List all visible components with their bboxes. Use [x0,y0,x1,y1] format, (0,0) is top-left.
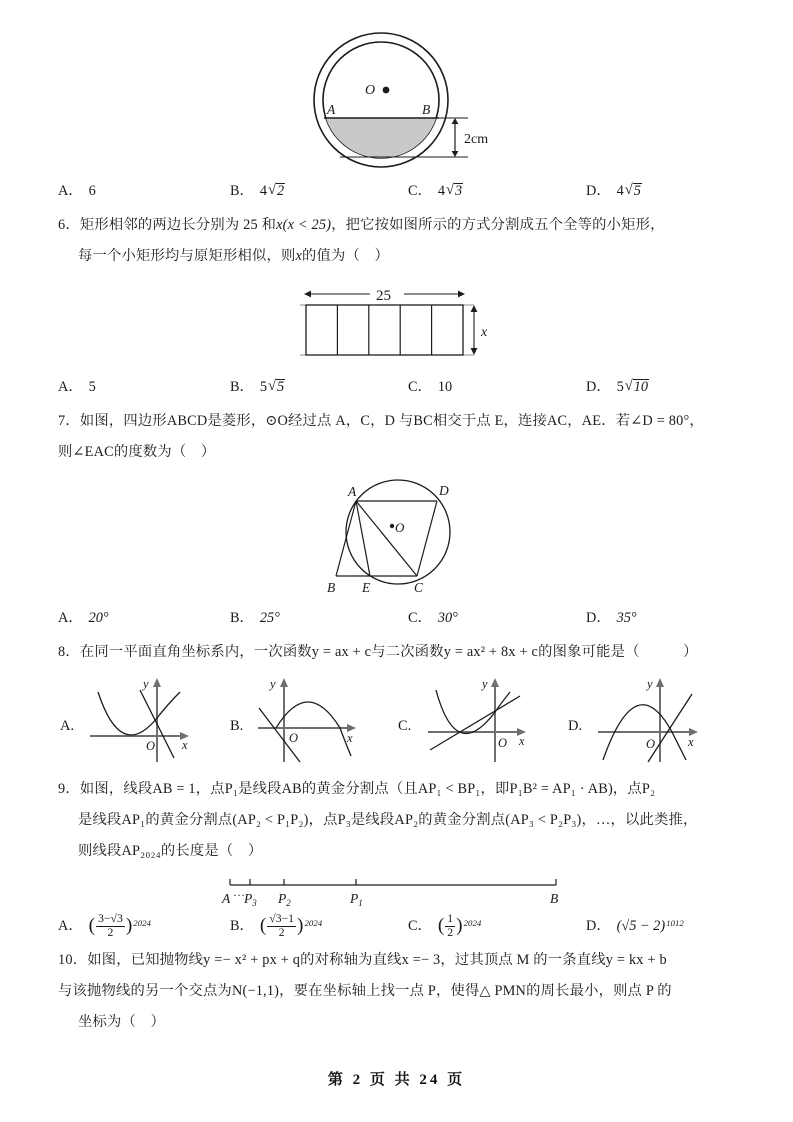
q9-stem [58,774,738,867]
q9-option-b-expr [260,913,321,939]
q7-option-b-label: B． [230,610,254,626]
paren-open: ( [88,915,96,936]
q9-b-exp: 2024 [304,917,323,928]
q9-option-b[interactable] [230,913,408,939]
label-a: A [327,102,336,117]
q5-options-row [58,178,738,204]
q5-option-c[interactable] [408,178,586,204]
center-dot-icon [390,524,394,528]
q6-line1-tail: ，把它按如图所示的方式分割成五个全等的小矩形， [331,217,665,233]
q6-option-d-radical: √ 10 [625,374,649,400]
q5-option-d-coef: 4 [616,183,624,199]
q8-number: 8． [58,644,80,660]
q9-option-c-expr [438,913,480,939]
q8-c-origin: O [498,736,508,750]
q9-a-num: 3−√3 [98,912,123,925]
q6-option-b-radical: √ 5 [268,374,285,400]
q9-line3-text: 则线段AP₂₀₂₄的长度是（ ） [78,843,263,859]
q9-line-3 [58,836,738,867]
q5-option-b[interactable] [230,178,408,204]
q9-options-row [58,913,738,939]
q6-option-b-label: B． [230,379,254,395]
q9-c-num: 1 [447,912,454,925]
q8-stem [58,637,738,668]
q5-option-d[interactable] [586,178,736,204]
q9-option-c-fraction [445,913,455,939]
q7-option-b[interactable] [230,605,408,631]
rhombus-in-circle [298,472,498,597]
label-depth: 2cm [464,132,489,147]
q6-option-a-label: A． [58,379,83,395]
q6-option-d[interactable] [586,374,736,400]
q9-label-p1: $P_1$ [350,891,363,908]
q9-c-den: 2 [447,925,454,939]
q6-option-b-coef: 5 [259,379,267,395]
q5-option-b-coef: 4 [259,183,267,199]
q9-option-a-fraction [96,913,125,939]
label-height: x [481,325,488,340]
label-width: 25 [376,288,391,304]
label-c: C [414,580,424,595]
q10-number: 10． [58,952,88,969]
q9-label-a: A [222,891,231,906]
q9-option-c-label: C． [408,918,432,935]
q9-b-den: 2 [267,926,296,940]
q10-line2-text: 与该抛物线的另一个交点为N(−1,1)，要在坐标轴上找一点 P，使得△ PMN的周长最小，则点 P 的 [58,983,672,1000]
q6-option-a[interactable] [58,374,230,400]
q6-option-c-value: 10 [437,379,453,395]
label-b: B [422,102,431,117]
q7-line-2 [58,437,738,468]
q7-figure-wrapper [58,472,738,597]
q9-label-p3: $P_3$ [244,891,257,908]
q6-line2-tail: 的值为（ ） [302,248,389,264]
q5-option-b-radical: √ 2 [268,178,285,204]
page-footer: 第 2 页 共 24 页 [327,1072,466,1088]
q8-a-axis-y: y [143,677,149,691]
q7-line2-text: 则∠EAC的度数为（ ） [58,444,216,460]
q8-graph-d[interactable] [568,677,698,762]
label-d: D [439,483,449,498]
q7-option-d[interactable] [586,605,736,631]
center-dot-icon [383,87,390,94]
q7-option-a[interactable] [58,605,230,631]
label-a: A [348,484,357,499]
q8-b-axis-x: x [347,731,353,745]
q6-line2-head: 每一个小矩形均与原矩形相似，则 [78,248,296,264]
q5-option-c-label: C． [408,183,432,199]
q9-label-b: B [550,891,559,906]
q8-d-axis-x: x [688,735,694,749]
q6-stem [58,210,738,272]
q8-graph-b[interactable] [230,677,356,762]
q8-b-origin: O [289,731,299,745]
q9-b-num: √3−1 [269,912,295,925]
q9-number: 9． [58,781,80,797]
q5-option-d-radical: √ 5 [625,178,642,204]
q8-c-axis-x: x [519,734,525,748]
q9-option-d[interactable] [586,913,736,939]
q5-option-b-label: B． [230,183,254,199]
q5-option-a-value: 6 [88,183,96,199]
q7-option-b-value: 25° [259,610,280,626]
q8-line1-text: 在同一平面直角坐标系内，一次函数y = ax + c与二次函数y = ax² + 8x + c的图象可能是（ ） [79,644,698,660]
q9-line1-text: 如图，线段AB = 1，点P₁是线段AB的黄金分割点（且AP₁ < BP₁，即P₁B² = AP₁ · AB)，点P₂ [79,781,656,797]
q10-line1-text: 如图，已知抛物线y =− x² + px + q的对称轴为直线x =− 3，过其顶点 M 的一条直线y = kx + b [87,952,667,969]
q9-d-exp: 1012 [666,918,684,929]
q7-option-c-value: 30° [437,610,458,626]
q10-line-3 [58,1007,738,1038]
q6-line-2 [58,241,738,272]
q7-line-1 [58,406,738,437]
q9-option-d-label: D． [586,918,611,935]
q5-option-c-coef: 4 [437,183,445,199]
q6-options-row [58,374,738,400]
q7-option-d-value: 35° [616,610,637,626]
q6-option-d-label: D． [586,379,611,395]
q6-line1-math: x(x < 25) [276,217,332,233]
q5-option-c-radical: √ 3 [446,178,463,204]
page-content [58,24,738,1038]
q8-graph-c[interactable] [398,677,526,762]
q10-stem [58,945,738,1038]
q5-figure-wrapper [58,24,738,174]
q6-line1-text: 矩形相邻的两边长分别为 25 和 [79,217,277,233]
q5-option-a-label: A． [58,183,83,199]
q7-option-a-value: 20° [88,610,109,626]
q6-option-c[interactable] [408,374,586,400]
q8-d-axis-y: y [647,677,653,691]
q6-line2-math: x [295,248,302,264]
q6-option-a-value: 5 [88,379,96,395]
q6-figure-wrapper [58,278,738,370]
q8-figure-wrapper [58,670,738,770]
q7-option-d-label: D． [586,610,611,626]
q9-option-c[interactable] [408,913,586,939]
q9-c-exp: 2024 [463,917,482,928]
q8-c-axis-y: y [482,677,488,691]
q9-d-base: (√5 − 2) [616,918,666,935]
q8-a-axis-x: x [182,738,188,752]
label-o: O [365,83,376,98]
q8-b-axis-y: y [270,677,276,691]
annulus-pipe-cross-section [283,24,513,174]
label-e: E [362,580,371,595]
q9-option-d-expr [617,913,683,939]
q7-option-c-label: C． [408,610,432,626]
q9-a-den: 2 [96,926,125,940]
q7-options-row [58,605,738,631]
q6-option-c-label: C． [408,379,432,395]
q9-a-exp: 2024 [133,917,151,928]
q9-option-a-expr [89,913,150,939]
q9-line-2 [58,805,738,836]
q10-line3-text: 坐标为（ ） [78,1014,165,1031]
q9-dots: ··· [233,888,245,902]
segment-golden-points [208,869,588,911]
q6-line-1 [58,210,738,241]
label-o: O [395,520,405,535]
q7-option-c[interactable] [408,605,586,631]
q8-graph-a-label: A. [60,718,75,734]
divided-rectangle [278,278,518,370]
q6-option-b[interactable] [230,374,408,400]
label-b: B [327,580,336,595]
q9-option-b-label: B． [230,918,254,935]
q6-option-d-coef: 5 [616,379,624,395]
q8-a-origin: O [146,739,156,753]
q9-option-b-fraction [267,913,296,939]
paren-open: ( [437,915,445,936]
paren-close: ) [297,915,304,936]
q9-line-1 [58,774,738,805]
q8-graph-c-label: C. [398,718,412,734]
q10-line-2 [58,976,738,1007]
paren-close: ) [456,915,463,936]
q8-line-1 [58,637,738,668]
q7-option-a-label: A． [58,610,83,626]
q8-graph-b-label: B. [230,718,244,734]
q6-number: 6． [58,217,80,233]
q8-d-origin: O [646,737,656,751]
paren-close: ) [125,915,133,936]
q9-label-p2: $P_2$ [278,891,291,908]
q5-option-d-label: D． [586,183,611,199]
q5-option-a[interactable] [58,178,230,204]
q9-figure-wrapper [58,869,738,911]
q9-option-a-label: A． [58,918,83,935]
q10-line-1 [58,945,738,976]
paren-open: ( [259,915,267,936]
q7-number: 7． [58,413,80,429]
q8-graph-a[interactable] [60,677,189,762]
q8-graph-d-label: D. [568,718,583,734]
q7-line1-text: 如图，四边形ABCD是菱形，⊙O经过点 A，C，D 与BC相交于点 E，连接AC，AE．若∠D = 80°， [79,413,704,429]
parabola-line-graphs [58,670,738,765]
q9-line2-text: 是线段AP₁的黄金分割点(AP₂ < P₁P₂)，点P₃是线段AP₂的黄金分割点(AP₃ < P₂P₃)，…，以此类推， [78,812,698,828]
q7-stem [58,406,738,468]
q9-option-a[interactable] [58,913,230,939]
